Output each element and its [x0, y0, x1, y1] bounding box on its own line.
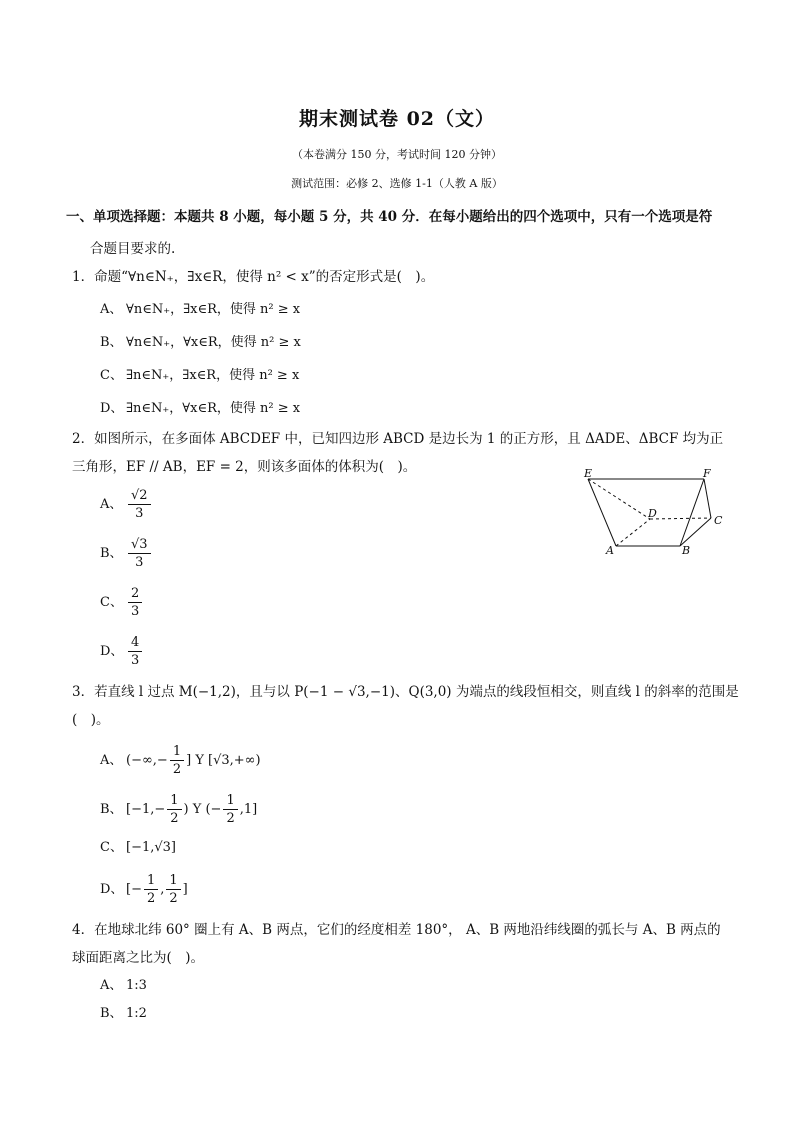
- edge-fc: [704, 479, 711, 518]
- option-label: B、: [100, 335, 123, 350]
- label-a: A: [606, 544, 614, 557]
- denominator: 3: [135, 506, 144, 521]
- option-fraction: [166, 872, 180, 907]
- edge-ed: [588, 479, 650, 519]
- test-scope: 测试范围：必修 2、选修 1-1（人教 A 版）: [291, 177, 503, 190]
- denominator: 2: [170, 811, 179, 826]
- exam-info: （本卷满分 150 分，考试时间 120 分钟）: [292, 148, 502, 161]
- q3-option-b[interactable]: [100, 792, 257, 827]
- option-label: D、: [100, 643, 124, 659]
- option-fraction: [128, 487, 151, 522]
- option-text: [−1,√3]: [126, 840, 176, 855]
- edge-dc: [650, 518, 711, 519]
- q2-stem-line1: 2．如图所示，在多面体 ABCDEF 中，已知四边形 ABCD 是边长为 1 的正方形，且 ΔADE、ΔBCF 均为正: [72, 431, 724, 447]
- numerator: 1: [144, 872, 158, 890]
- numerator: √2: [128, 487, 151, 505]
- numerator: 4: [128, 634, 142, 652]
- q2-option-a[interactable]: [100, 487, 153, 522]
- edge-ad: [616, 519, 650, 546]
- option-text: ∀n∈N₊，∃x∈R，使得 n² ≥ x: [126, 302, 301, 317]
- q2-option-d[interactable]: [100, 634, 144, 669]
- option-label: B、: [100, 801, 123, 817]
- option-text: ) Y (−: [183, 801, 222, 817]
- q2-stem-line2: 三角形，EF // AB，EF = 2，则该多面体的体积为( )。: [72, 459, 417, 475]
- denominator: 3: [135, 555, 144, 570]
- q3-option-d[interactable]: [100, 872, 188, 907]
- option-label: C、: [100, 840, 123, 855]
- option-label: D、: [100, 881, 124, 897]
- option-text: ,1]: [239, 801, 258, 817]
- q1-option-d[interactable]: [100, 399, 300, 419]
- option-text: (−∞,−: [126, 752, 168, 768]
- option-text: ∀n∈N₊，∀x∈R，使得 n² ≥ x: [126, 335, 301, 350]
- option-text: ,: [160, 881, 165, 897]
- edge-ea: [588, 479, 616, 546]
- denominator: 2: [226, 811, 235, 826]
- denominator: 2: [172, 762, 182, 777]
- q1-option-c[interactable]: [100, 366, 299, 386]
- q2-option-c[interactable]: [100, 585, 144, 620]
- option-fraction: [167, 792, 181, 827]
- edge-fb: [680, 479, 704, 546]
- q4-option-b[interactable]: [100, 1004, 147, 1024]
- option-text: ] Y [√3,+∞): [186, 752, 261, 768]
- q3-stem-line1: 3．若直线 l 过点 M(−1,2)，且与以 P(−1 − √3,−1)、Q(3,0) 为端点的线段恒相交，则直线 l 的斜率的范围是: [72, 684, 739, 700]
- option-label: A、: [100, 302, 123, 317]
- numerator: 1: [167, 792, 181, 810]
- denominator: 3: [131, 653, 140, 668]
- option-fraction: [128, 536, 151, 571]
- option-text: ∃n∈N₊，∀x∈R，使得 n² ≥ x: [126, 401, 301, 416]
- q1-stem: 1．命题“∀n∈N₊，∃x∈R，使得 n² < x”的否定形式是( )。: [72, 269, 435, 285]
- option-fraction: [144, 872, 158, 907]
- option-text: [−1,−: [126, 801, 166, 817]
- q3-option-a[interactable]: [100, 743, 261, 778]
- option-text: 1:2: [126, 1006, 147, 1021]
- option-text: ∃n∈N₊，∃x∈R，使得 n² ≥ x: [126, 368, 300, 383]
- denominator: 2: [169, 891, 178, 906]
- numerator: √3: [128, 536, 151, 554]
- option-label: A、: [100, 752, 123, 768]
- section-heading: 一、单项选择题：本题共 8 小题，每小题 5 分，共 40 分．在每小题给出的四个选项中，只有一个选项是符: [66, 209, 713, 225]
- q4-option-a[interactable]: [100, 976, 147, 996]
- numerator: 1: [170, 743, 184, 761]
- q3-option-c[interactable]: [100, 838, 176, 858]
- option-fraction: [128, 585, 142, 620]
- numerator: 1: [166, 872, 180, 890]
- denominator: 2: [146, 891, 156, 906]
- polyhedron-figure: [572, 463, 732, 563]
- option-text: 1:3: [126, 978, 147, 993]
- option-fraction: [128, 634, 142, 669]
- q3-stem-line2: ( )。: [72, 712, 110, 728]
- q4-stem-line1: 4．在地球北纬 60° 圈上有 A、B 两点，它们的经度相差 180°， A、B 两地沿纬线圈的弧长与 A、B 两点的: [72, 922, 721, 938]
- q1-option-b[interactable]: [100, 333, 301, 353]
- q1-option-a[interactable]: [100, 300, 300, 320]
- numerator: 2: [128, 585, 142, 603]
- option-text: ]: [182, 881, 188, 897]
- label-e: E: [584, 467, 593, 480]
- option-label: D、: [100, 401, 124, 416]
- label-f: F: [703, 467, 711, 480]
- label-d: D: [648, 507, 657, 520]
- option-label: A、: [100, 978, 123, 993]
- page-title: 期末测试卷 02（文）: [298, 108, 496, 130]
- section-heading-cont: 合题目要求的.: [90, 241, 176, 257]
- option-label: B、: [100, 545, 123, 561]
- label-b: B: [682, 544, 691, 557]
- numerator: 1: [223, 792, 237, 810]
- option-label: A、: [100, 496, 123, 512]
- option-label: B、: [100, 1006, 123, 1021]
- q4-stem-line2: 球面距离之比为( )。: [72, 950, 205, 966]
- option-label: C、: [100, 594, 123, 610]
- option-text: [−: [126, 881, 142, 897]
- denominator: 3: [131, 604, 140, 619]
- option-fraction: [223, 792, 237, 827]
- label-c: C: [714, 514, 723, 527]
- option-label: C、: [100, 368, 123, 383]
- option-fraction: [170, 743, 184, 778]
- q2-option-b[interactable]: [100, 536, 153, 571]
